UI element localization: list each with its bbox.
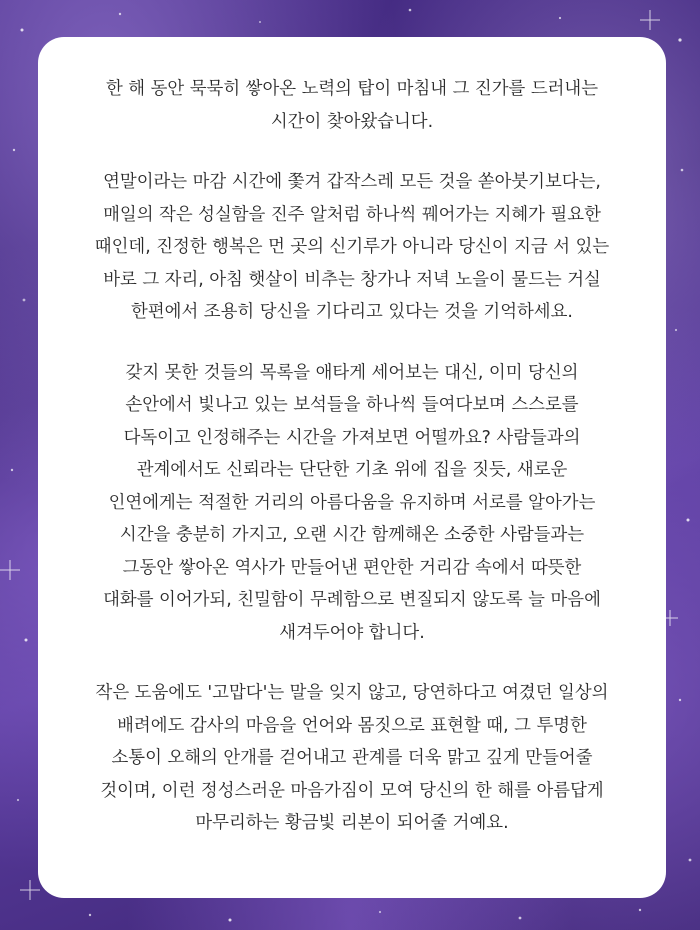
text-line: 관계에서도 신뢰라는 단단한 기초 위에 집을 짓듯, 새로운 — [136, 460, 568, 480]
text-line: 소통이 오해의 안개를 걷어내고 관계를 더욱 맑고 깊게 만들어줄 — [111, 748, 593, 768]
text-line: 마무리하는 황금빛 리본이 되어줄 거예요. — [195, 813, 509, 833]
paragraph-3 — [58, 357, 646, 650]
text-line: 다독이고 인정해주는 시간을 가져보면 어떨까요? 사람들과의 — [123, 427, 581, 448]
paragraph-1 — [58, 73, 646, 138]
text-line: 그동안 쌓아온 역사가 만들어낸 편안한 거리감 속에서 따뜻한 — [122, 557, 582, 578]
message-card — [38, 37, 666, 898]
text-line: 새겨두어야 합니다. — [279, 622, 425, 643]
paragraph-2 — [58, 166, 646, 329]
text-line: 연말이라는 마감 시간에 쫓겨 갑작스레 모든 것을 쏟아붓기보다는, — [103, 172, 601, 192]
text-line: 시간이 찾아왔습니다. — [270, 111, 434, 132]
text-line: 대화를 이어가되, 친밀함이 무례함으로 변질되지 않도록 늘 마음에 — [103, 590, 601, 610]
text-line: 것이며, 이런 정성스러운 마음가짐이 모여 당신의 한 해를 아름답게 — [100, 780, 604, 801]
text-line: 한 해 동안 묵묵히 쌓아온 노력의 탑이 마침내 그 진가를 드러내는 — [105, 79, 599, 99]
text-line: 매일의 작은 성실함을 진주 알처럼 하나씩 꿰어가는 지혜가 필요한 — [103, 204, 601, 225]
text-line: 손안에서 빛나고 있는 보석들을 하나씩 들여다보며 스스로를 — [125, 395, 579, 415]
text-line: 배려에도 감사의 마음을 언어와 몸짓으로 표현할 때, 그 투명한 — [117, 715, 587, 736]
text-line: 인연에게는 적절한 거리의 아름다움을 유지하며 서로를 알아가는 — [108, 492, 596, 513]
text-line: 때인데, 진정한 행복은 먼 곳의 신기루가 아니라 당신이 지금 서 있는 — [94, 237, 610, 257]
text-line: 한편에서 조용히 당신을 기다리고 있다는 것을 기억하세요. — [131, 302, 573, 322]
text-line: 바로 그 자리, 아침 햇살이 비추는 창가나 저녁 노을이 물드는 거실 — [103, 269, 601, 290]
text-line: 갖지 못한 것들의 목록을 애타게 세어보는 대신, 이미 당신의 — [125, 362, 579, 383]
paragraph-4 — [58, 677, 646, 840]
text-line: 시간을 충분히 가지고, 오랜 시간 함께해온 소중한 사람들과는 — [119, 525, 585, 545]
text-line: 작은 도움에도 '고맙다'는 말을 잊지 않고, 당연하다고 여겼던 일상의 — [95, 683, 609, 703]
